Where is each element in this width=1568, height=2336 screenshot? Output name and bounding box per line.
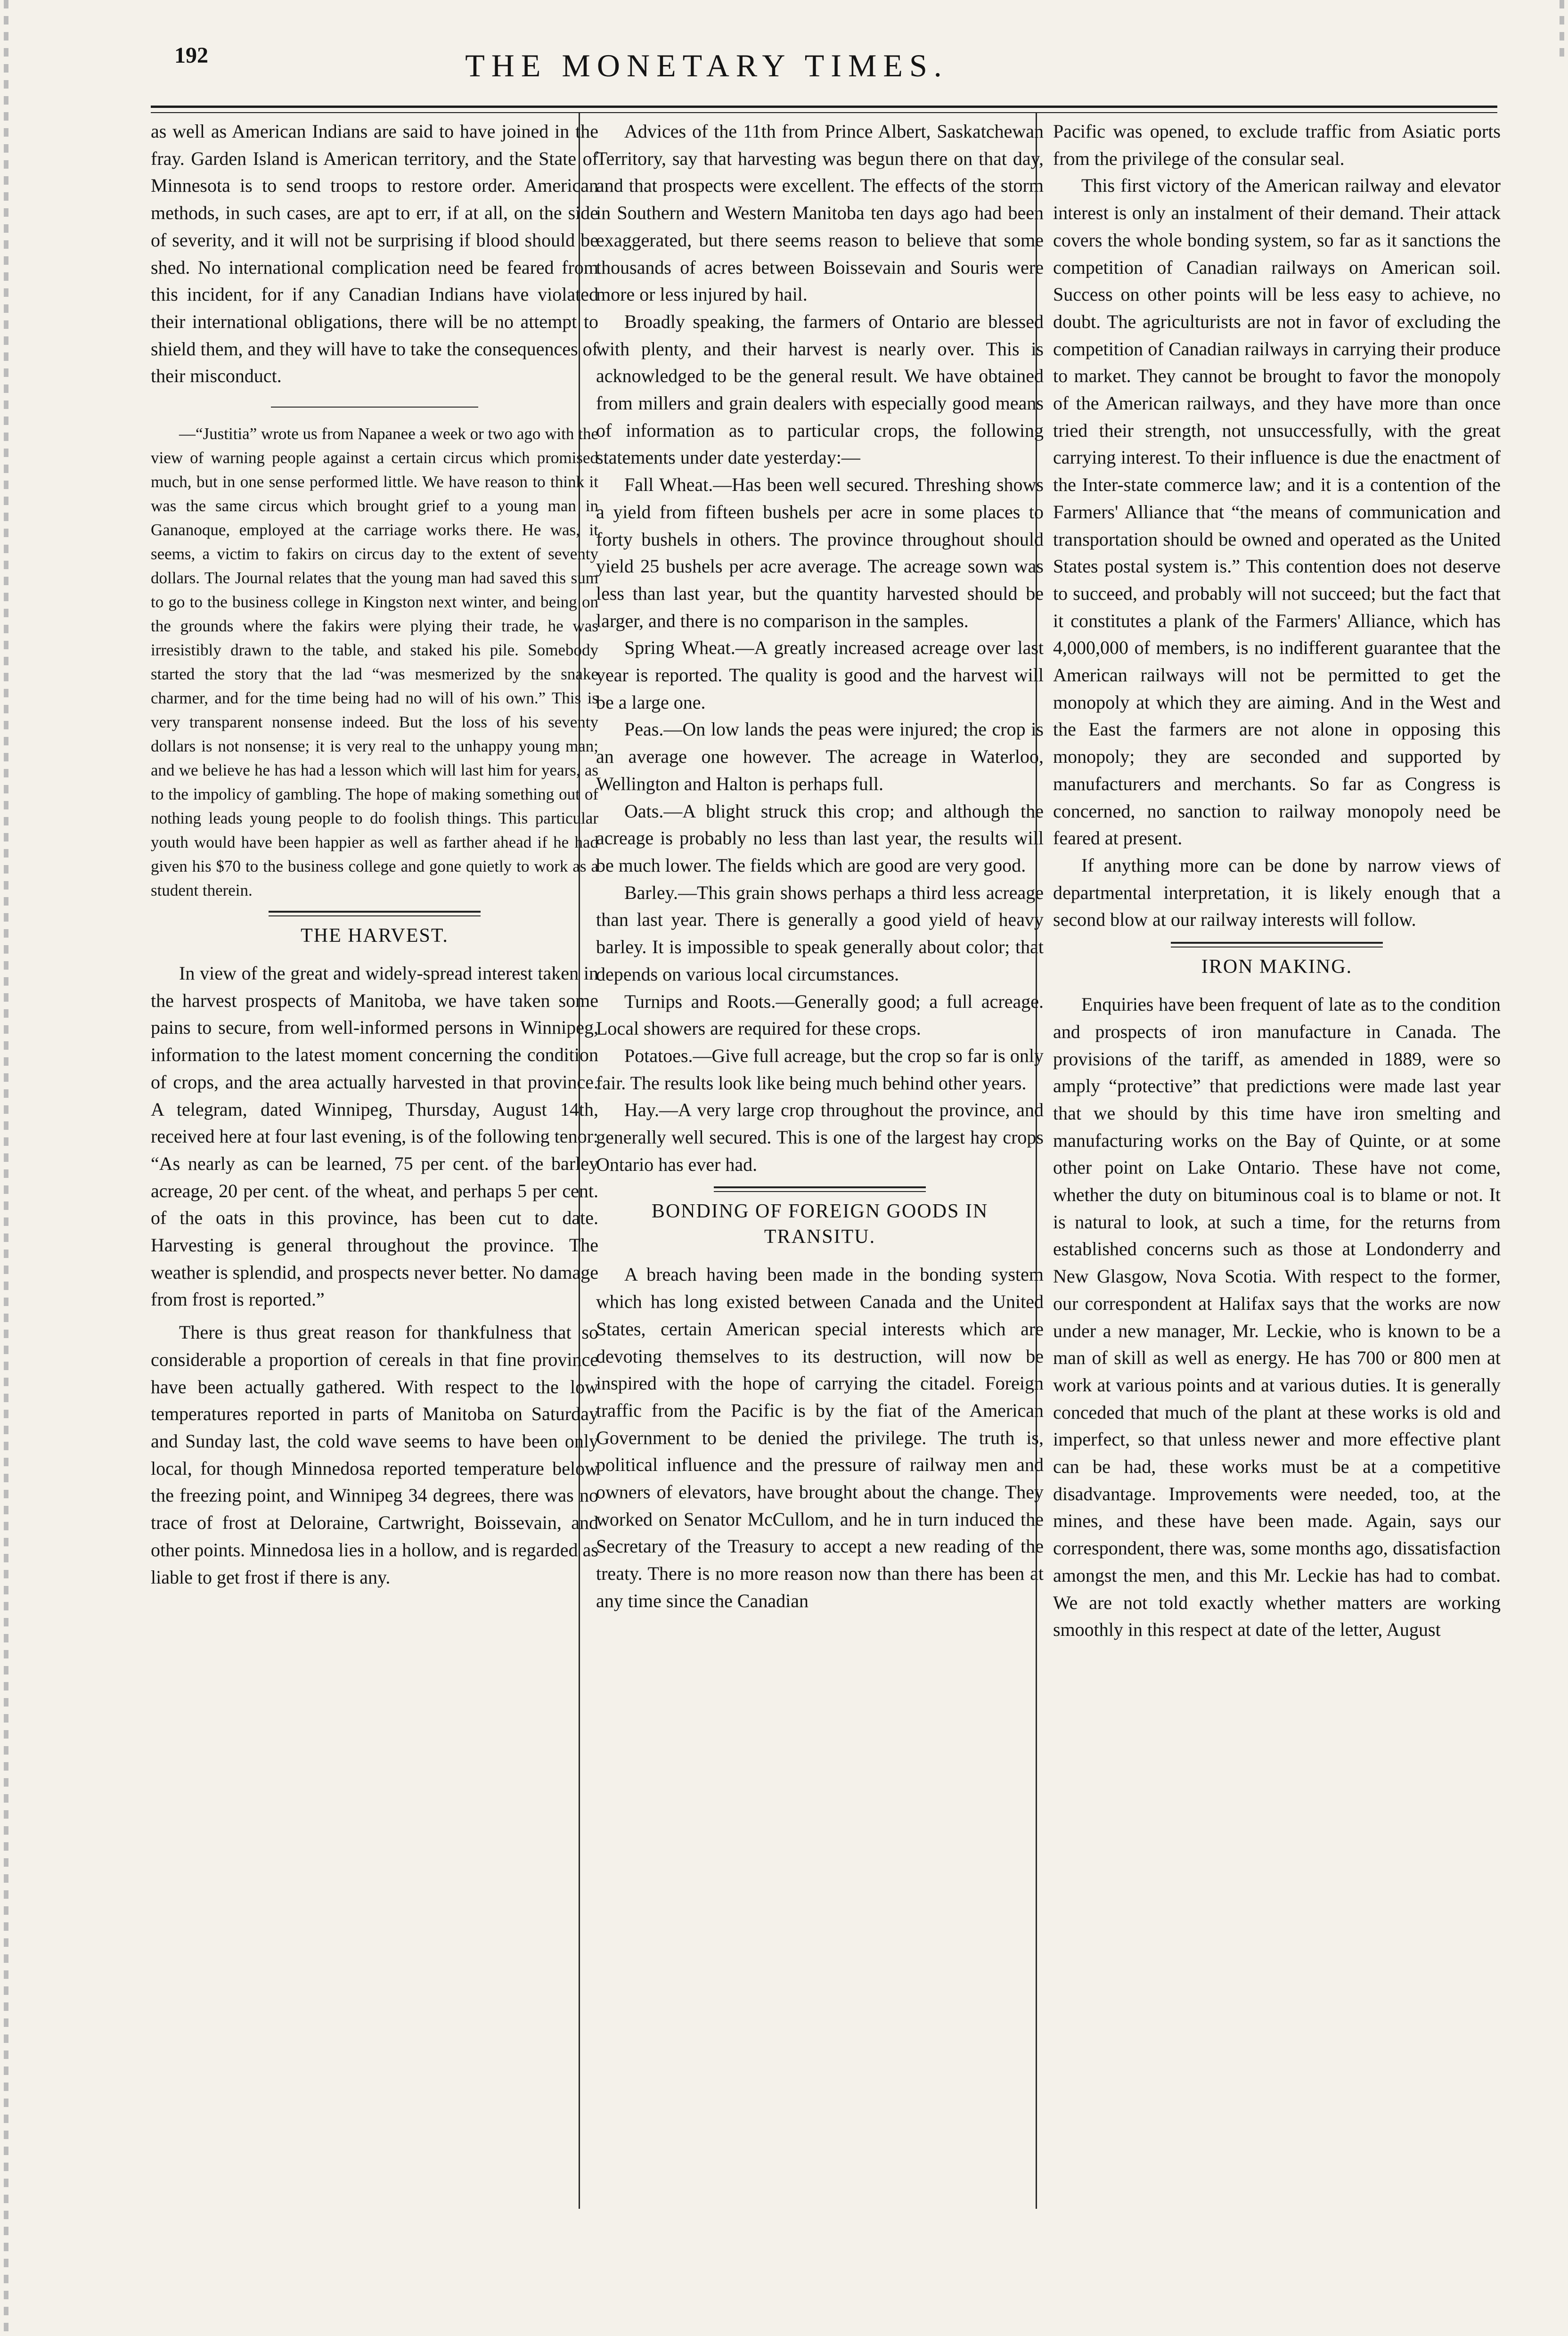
section-heading: THE HARVEST. (301, 925, 449, 947)
article-paragraph: Peas.—On low lands the peas were injured; the crop is an average one however. The acreage in Waterloo, Wellington and Halton is perhaps full. (596, 719, 1044, 794)
column-2 (596, 118, 1044, 1615)
article-paragraph: There is thus great reason for thankfulness that so considerable a proportion of cereals in that fine province have been actually gathered. With respect to the low temperatures reported in parts of Manitoba on Saturday and Sunday last, the cold wave seems to have been only local, for though Minnedosa reported temperature below the freezing point, and Winnipeg 34 degrees, there was no trace of frost at Deloraine, Cartwright, Boissevain, and other points. Minnedosa lies in a hollow, and is regarded as liable to get frost if there is any. (151, 1322, 598, 1588)
article-paragraph: If anything more can be done by narrow views of departmental interpretation, it is likely enough that a second blow at our railway interests will follow. (1053, 854, 1501, 931)
binding-edge-right (1560, 0, 1564, 57)
binding-edge-left (4, 0, 8, 2336)
section-divider (271, 407, 478, 408)
article-paragraph: Potatoes.—Give full acreage, but the crop so far is only fair. The results look like being much behind other years. (596, 1045, 1044, 1094)
article-paragraph: Pacific was opened, to exclude traffic from Asiatic ports from the privilege of the consular seal. (1053, 121, 1501, 169)
article-paragraph: Hay.—A very large crop throughout the province, and generally well secured. This is one of the largest hay crops Ontario has ever had. (596, 1099, 1044, 1175)
article-paragraph: Enquiries have been frequent of late as to the condition and prospects of iron manufacture in Canada. The provisions of the tariff, as amended in 1889, were so amply “protective” that predictions were made last year that we should by this time have iron smelting and manufacturing works on the Bay of Quinte, or at some other point on Lake Ontario. These have not come, whether the duty on bituminous coal is to blame or not. It is natural to look, at such a time, for the returns from established concerns such as those at Londonderry and New Glasgow, Nova Scotia. With respect to the former, our correspondent at Halifax says that the works are now under a new manager, Mr. Leckie, who is known to be a man of skill as well as energy. He has 700 or 800 men at work at various points and at various duties. It is generally conceded that much of the plant at these works is old and imperfect, so that unless newer and more effective plant can be had, these works must be at a competitive disadvantage. Improvements were needed, too, at the mines, and these have been made. Again, says our correspondent, there was, some months ago, dissatisfaction amongst the men, and this Mr. Leckie has had to combat. We are not told exactly whether matters are working smoothly in this respect at date of the letter, August (1053, 994, 1501, 1641)
page-title: THE MONETARY TIMES. (465, 48, 948, 83)
column-3 (1053, 118, 1501, 1643)
page-number: 192 (174, 43, 208, 68)
article-paragraph: Oats.—A blight struck this crop; and although the acreage is probably no less than last year, the results will be much lower. The fields which are good are very good. (596, 800, 1044, 876)
article-paragraph: In view of the great and widely-spread interest taken in the harvest prospects of Manitoba, we have taken some pains to secure, from well-informed persons in Winnipeg, information to the latest moment concerning the condition of crops, and the area actually harvested in that province. A telegram, dated Winnipeg, Thursday, August 14th, received here at four last evening, is of the following tenor: “As nearly as can be learned, 75 per cent. of the barley acreage, 20 per cent. of the wheat, and perhaps 5 per cent. of the oats in this province, has been cut to date. Harvesting is general throughout the province. The weather is splendid, and prospects never better. No damage from frost is reported.” (151, 963, 598, 1310)
article-paragraph: —“Justitia” wrote us from Napanee a week or two ago with the view of warning people against a certain circus which promised much, but in one sense performed little. We have reason to think it was the same circus which brought grief to a young man in Gananoque, employed at the carriage works there. He was, it seems, a victim to fakirs on circus day to the extent of seventy dollars. The Journal relates that the young man had saved this sum to go to the business college in Kingston next winter, and being on the grounds where the fakirs were plying their trade, he was irresistibly drawn to the table, and staked his pile. Somebody started the story that the lad “was mesmerized by the snake charmer, and for the time being had no will of his own.” This is very transparent nonsense indeed. But the loss of his seventy dollars is not nonsense; it is very real to the unhappy young man; and we believe he has had a lesson which will last him for years, as to the impolicy of gambling. The hope of making something out of nothing leads young people to do foolish things. This particular youth would have been happier as well as farther ahead if he had given his $70 to the business college and gone quietly to work as a student therein. (151, 425, 598, 900)
article-paragraph: A breach having been made in the bonding system which has long existed between Canada and the United States, certain American special interests which are devoting themselves to its destruction, will now be inspired with the hope of carrying the citadel. Foreign traffic from the Pacific is by the fiat of the American Government to be denied the privilege. The truth is, political influence and the pressure of railway men and owners of elevators, have brought about the change. They worked on Senator McCullom, and he in turn induced the Secretary of the Treasury to accept a new reading of the treaty. There is no more reason now than there has been at any time since the Canadian (596, 1264, 1044, 1611)
header-rule (151, 106, 1497, 108)
section-heading: BONDING OF FOREIGN GOODS IN TRANSITU. (651, 1201, 988, 1248)
section-divider (1171, 942, 1383, 947)
article-paragraph: Spring Wheat.—A greatly increased acreage over last year is reported. The quality is good and the harvest will be a large one. (596, 637, 1044, 713)
article-paragraph: Fall Wheat.—Has been well secured. Threshing shows a yield from fifteen bushels per acre in some places to forty bushels in others. The province throughout should yield 25 bushels per acre average. The acreage sown was less than last year, but the quantity harvested should be larger, and there is no comparison in the samples. (596, 474, 1044, 631)
header-rule-thin (151, 112, 1497, 113)
column-1 (151, 118, 598, 1591)
section-divider (269, 911, 481, 916)
section-heading: IRON MAKING. (1201, 956, 1353, 978)
section-divider (714, 1186, 926, 1192)
article-paragraph: as well as American Indians are said to have joined in the fray. Garden Island is American territory, and the State of Minnesota is to send troops to restore order. American methods, in such cases, are apt to err, if at all, on the side of severity, and it will not be surprising if blood should be shed. No international complication need be feared from this incident, for if any Canadian Indians have violated their international obligations, there will be no attempt to shield them, and they will have to take the consequences of their misconduct. (151, 121, 598, 387)
article-paragraph: This first victory of the American railway and elevator interest is only an instalment of their demand. Their attack covers the whole bonding system, so far as it sanctions the competition of Canadian railways on American soil. Success on other points will be less easy to achieve, no doubt. The agriculturists are not in favor of excluding the competition of Canadian railways in carrying their produce to market. They cannot be brought to favor the monopoly of the American railways, and they have more than once tried their strength, not unsuccessfully, with the great carrying interest. To their influence is due the enactment of the Inter-state commerce law; and it is a contention of the Farmers' Alliance that “the means of communication and transportation should be owned and operated as the United States postal system is.” This contention does not deserve to succeed, and probably will not succeed; but the fact that it constitutes a plank of the Farmers' Alliance, which has 4,000,000 of members, is no indifferent guarantee that the American railways will not be permitted to get the monopoly at which they are aiming. And in the West and the East the farmers are not alone in opposing this monopoly; they are seconded and supported by manufacturers and merchants. So far as Congress is concerned, no sanction to railway monopoly need be feared at present. (1053, 175, 1501, 849)
article-paragraph: Turnips and Roots.—Generally good; a full acreage. Local showers are required for these crops. (596, 990, 1044, 1039)
article-paragraph: Barley.—This grain shows perhaps a third less acreage than last year. There is generally a good yield of heavy barley. It is impossible to speak generally about color; that depends on various local circumstances. (596, 882, 1044, 985)
article-paragraph: Broadly speaking, the farmers of Ontario are blessed with plenty, and their harvest is nearly over. This is acknowledged to be the general result. We have obtained from millers and grain dealers with especially good means of information as to particular crops, the following statements under date yesterday:— (596, 310, 1044, 468)
article-paragraph: Advices of the 11th from Prince Albert, Saskatchewan Territory, say that harvesting was begun there on that day, and that prospects were excellent. The effects of the storm in Southern and Western Manitoba ten days ago had been exaggerated, but there seems reason to believe that some thousands of acres between Boissevain and Souris were more or less injured by hail. (596, 121, 1044, 305)
